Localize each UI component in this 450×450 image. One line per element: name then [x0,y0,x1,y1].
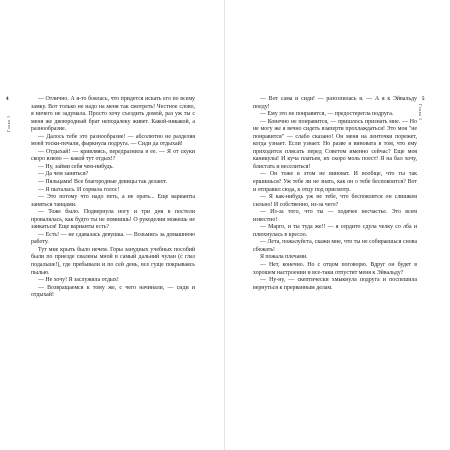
page-body [31,96,195,300]
chapter-label: Глава 1 [418,104,423,121]
paragraph: — Возвращаемся к тому же, с чего начинали, — сиди и отдыхай! [31,284,195,299]
paragraph: — Марго, и ты туда же!! — я сердито сдула челку со лба и плюхнулась в кресло. [253,224,417,238]
paragraph: — Ему это не понравится, — предостерегла подруга. [260,111,394,118]
paragraph: — Тоже было. Подвернула ногу и три дня в постели провалялась, как будто ты не помнишь! О рукоделии можешь не заикаться! Еще варианты есть? [31,209,195,231]
paragraph: — Далось тебе это разнообразие! — абсолютно не разделяя моей тоски-печали, фыркнула подруга. — Сиди да отдыхай! [31,133,195,148]
page-number: 4 [6,97,9,102]
paragraph: — Я пыталась. И сорвала голос! [38,186,120,193]
right-page [225,0,450,450]
paragraph: — Да чем заняться? [38,171,89,178]
chapter-label: Глава 1 [6,115,11,132]
page-number: 5 [422,97,425,102]
paragraph: — Конечно не понравится, — пришлось признать мне. — Но не могу же я вечно сидеть взаперти прохлаждаться! Это моя "не понравится" — слабо сказано! Он меня на ленточки порежет, когда узнает. Если узнает. Но разве я виновата в том, что ему приходится плясать перед Советом именно сейчас? Еще моя каникулы! И куча платьев, их скоро моль поест! Я на бал хочу, блистать и веселиться! [253,118,417,170]
paragraph: Тут мне крыть было нечем. Горы занудных учебных пособий были по приезде свалены мной в самый дальний чулан (с глаз подальше!), где пребывали и по сей день, все гуще покрываясь пылью. [31,246,195,276]
paragraph: — Есть! — не сдавалась девушка. — Возьмись за домашнюю работу. [31,231,195,246]
paragraph: — Вот сама и сиди! — разозлилась я. — А я к Эйвальду поеду! [253,96,417,110]
paragraph: — Не хочу! Я заслужила отдых! [38,277,119,284]
paragraph: — Нет, конечно. Но с отцом поговорю. Вдруг он будет в хорошем настроении и все-таки отпустит меня к Эйвальду? [253,262,417,276]
paragraph: — Ну, займи себя чем-нибудь. [38,163,114,170]
paragraph: — Я как-нибудь уж не тебе, что беспокоится он слишком сильно! И собственно, из-за чего? [253,194,417,208]
paragraph: — Это потому что надо петь, а не орать... Еще варианты заняться танцами. [31,194,195,208]
page-body [253,96,417,292]
paragraph: — Из-за того, что ты — ходячее несчастье. Это всем известно! [253,209,417,223]
paragraph: Я пожала плечами. [260,254,308,261]
paragraph: — Отлично. А я-то боялась, что придется искать его по всему замку. Вот только не надо на меня так смотреть! Честное слово, я ничего не задумала. Просто хочу съездить домой, раз уж ты с меня же двоюродный брат неподалеку живет. Какой-никакой, а разнообразие. [31,96,195,133]
paragraph: — Он тоже в этом не виноват. И вообще, что ты так ершишься? Уж тебе ли не знать, как он о тебе беспокоится? Вот и отправил сюда, к отцу под присмотр. [253,171,417,193]
paragraph: — Отдыхай! — кривляясь, передразнила я ее. — Я от скуки скоро взвою — какой тут отдых!? [31,148,195,163]
paragraph: — Пяльцами! Все благородные девицы так делают. [38,179,168,186]
paragraph: — Ну-ну, — скептически хмыкнула подруга и поспешила вернуться к прерванным делам. [253,277,417,291]
paragraph: — Лета, пожалуйста, скажи мне, что ты не собираешься снова сбежать! [253,239,417,253]
